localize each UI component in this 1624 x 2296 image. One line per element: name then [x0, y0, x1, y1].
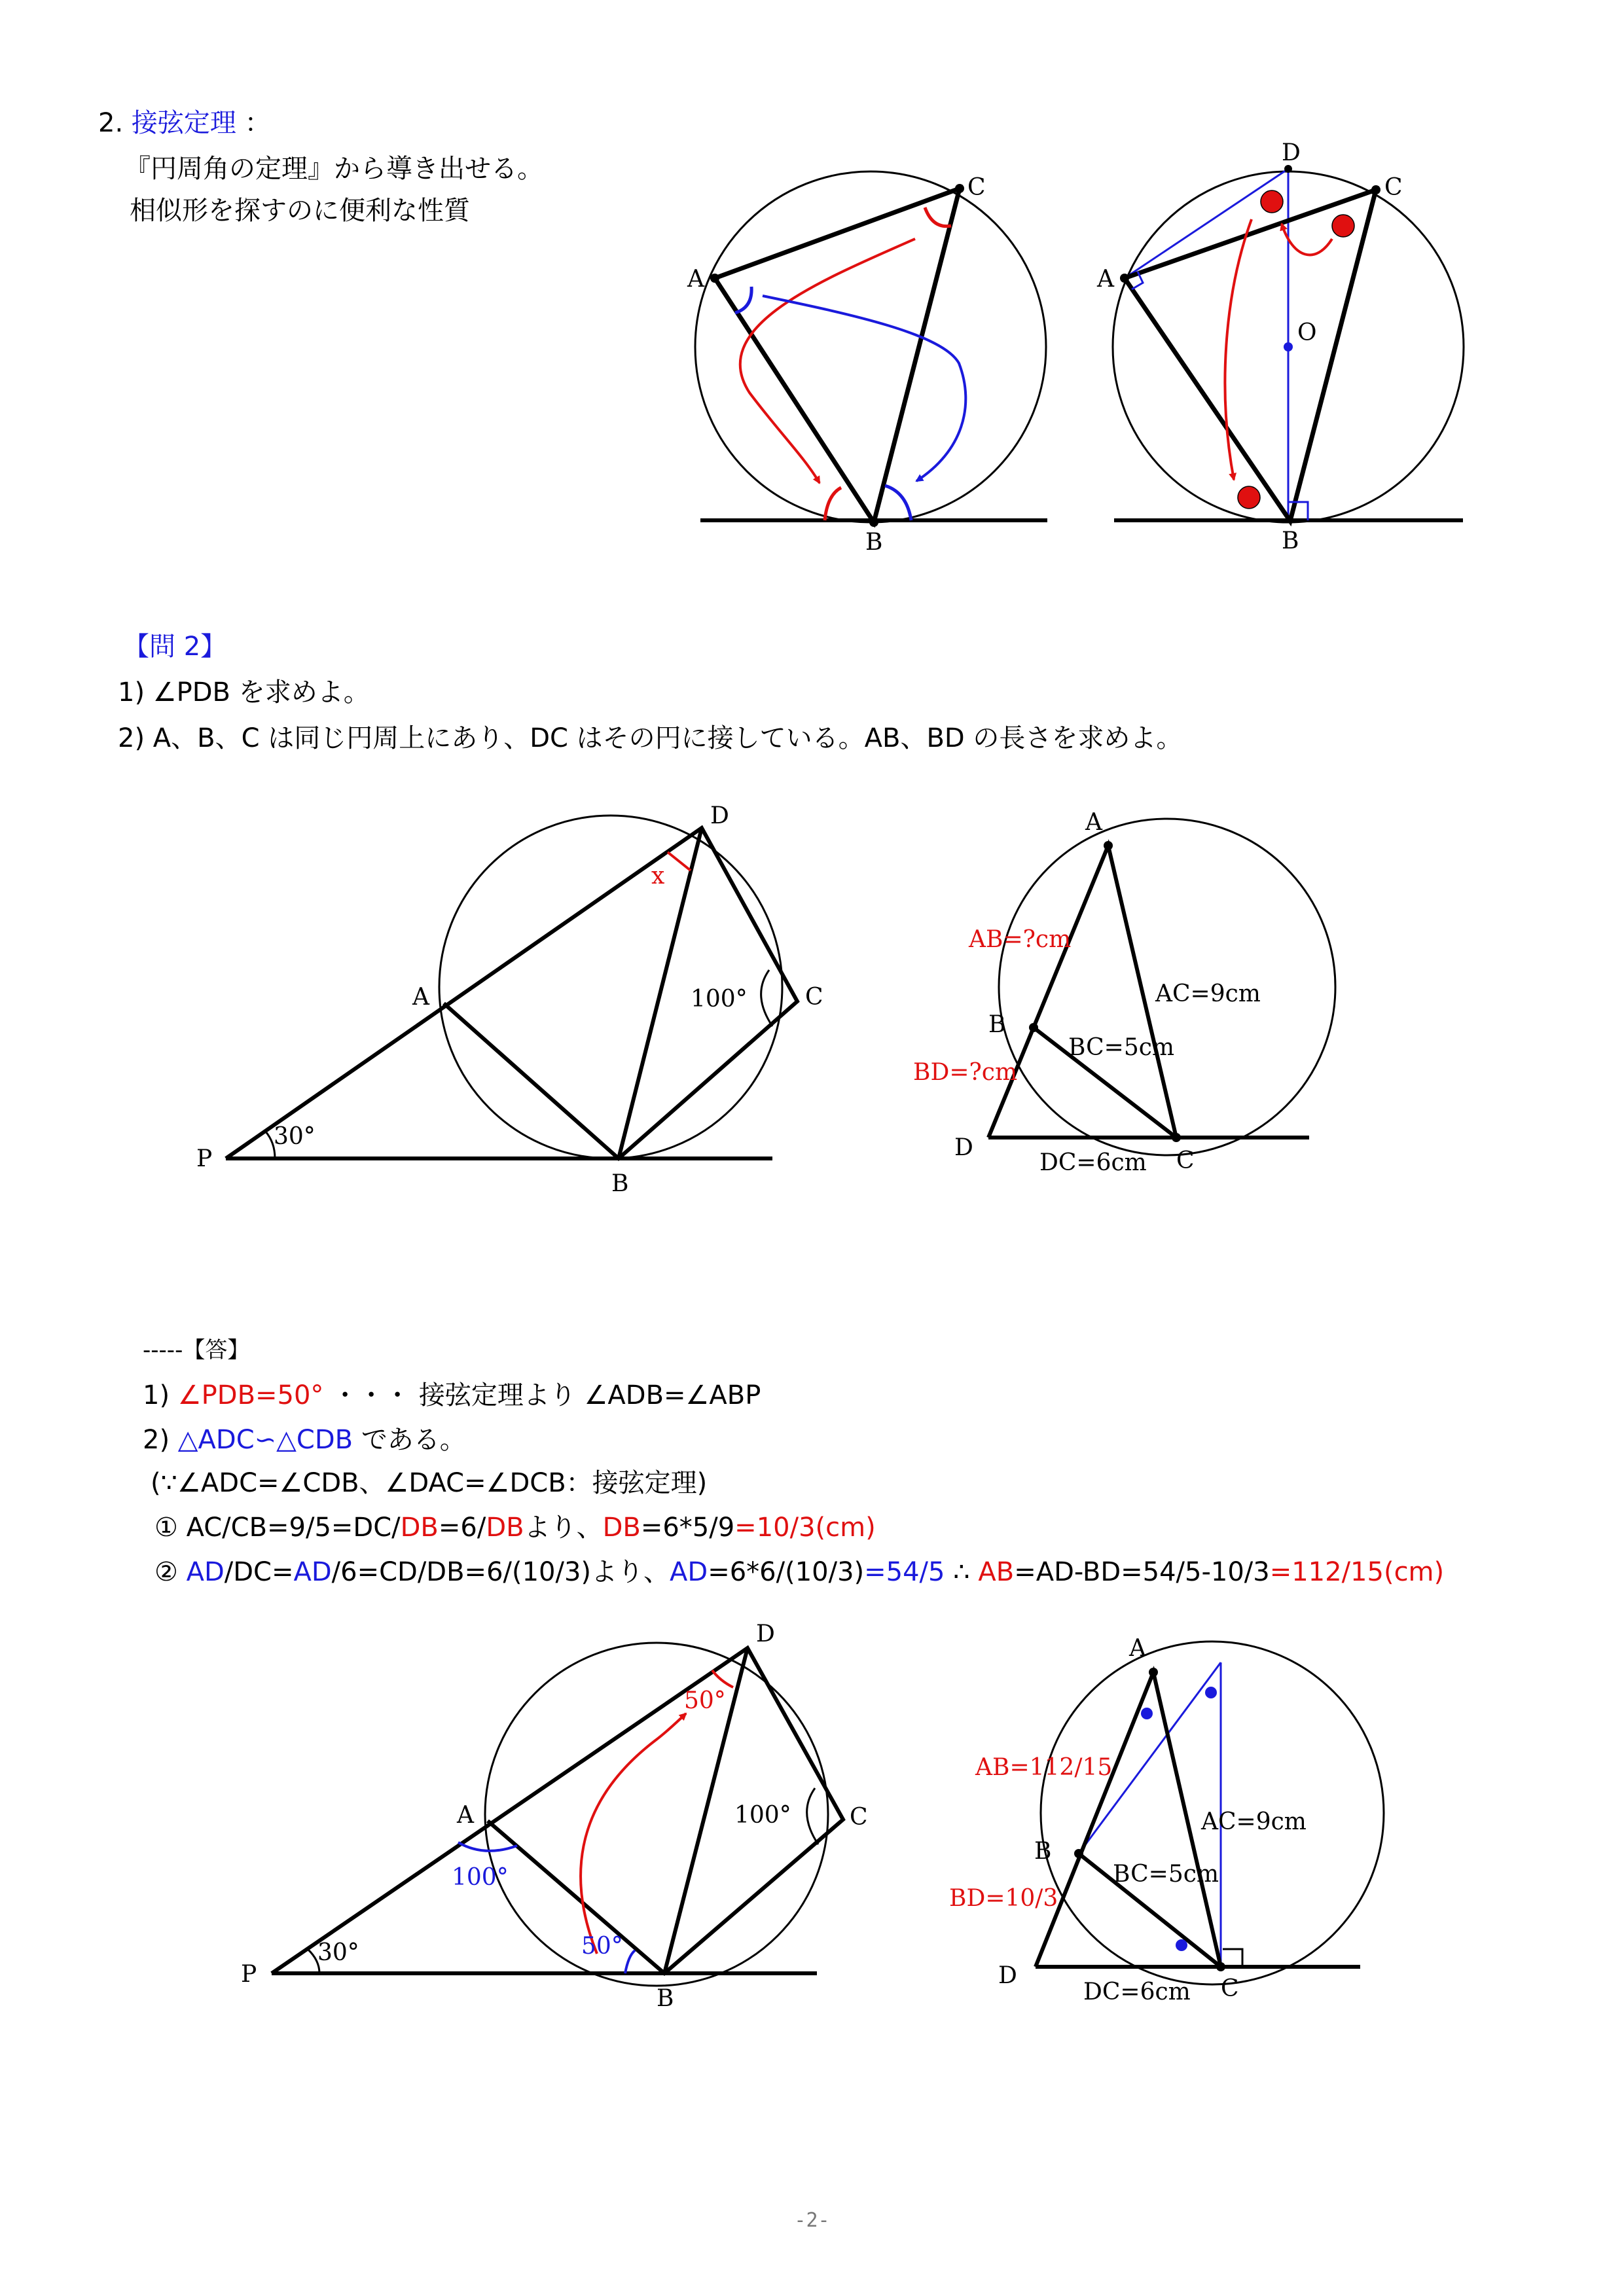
answer-header: -----【答】: [143, 1337, 250, 1363]
fig2-triangle: [1125, 190, 1376, 521]
fig4-point-b: [1029, 1023, 1038, 1032]
fig3-label-a: A: [412, 984, 429, 1011]
fig6-label-dc: DC=6cm: [1083, 1979, 1191, 2005]
answer-1-reason: ・・・ 接弦定理より ∠ADB=∠ABP: [332, 1380, 761, 1410]
fig6-point-c: [1216, 1962, 1225, 1971]
fig2-label-c: C: [1384, 174, 1403, 201]
fig2-point-c: [1371, 185, 1380, 194]
fig2-red-arrow-short: [1282, 224, 1332, 255]
fig5-label-angle-b: 50°: [581, 1933, 623, 1960]
figure-5-answer-angles: [241, 1621, 868, 2012]
fig1-angle-b-red-arc: [825, 488, 841, 520]
fig6-label-ab: AB=112/15: [975, 1754, 1113, 1781]
fig2-label-d: D: [1282, 139, 1301, 166]
answer-2-suffix: である。: [361, 1425, 466, 1455]
step-1-part: =6*5/9: [640, 1513, 735, 1543]
fig6-mark-top: [1205, 1687, 1217, 1698]
fig6-lines-a: [1036, 1672, 1221, 1967]
figure-1-tangent-chord: [687, 171, 1047, 556]
fig6-point-b: [1074, 1849, 1083, 1858]
fig3-label-d: D: [710, 802, 729, 829]
fig1-circle: [695, 171, 1046, 522]
fig3-label-c: C: [805, 984, 823, 1011]
step-2-result: =112/15(cm): [1269, 1557, 1445, 1587]
fig2-center-o: [1284, 342, 1293, 351]
fig5-label-d: D: [756, 1621, 775, 1647]
fig2-mark-d: [1261, 190, 1283, 213]
fig2-mark-c: [1332, 215, 1354, 237]
fig1-point-b: [869, 518, 878, 527]
fig6-mark-a: [1141, 1708, 1153, 1719]
fig1-point-a: [710, 274, 719, 283]
fig5-label-angle-p: 30°: [317, 1939, 359, 1966]
answer-2-number: 2): [143, 1425, 170, 1455]
fig1-angle-b-blue-arc: [885, 486, 911, 520]
fig6-label-d: D: [998, 1962, 1017, 1989]
page-number: -2-: [794, 2209, 830, 2232]
fig2-segment-da: [1125, 169, 1288, 278]
section-colon: ：: [244, 108, 271, 138]
answer-1-result: ∠PDB=50°: [177, 1380, 324, 1410]
section-line-2: 相似形を探すのに便利な性質: [130, 196, 470, 226]
fig1-triangle: [715, 188, 960, 522]
fig1-label-c: C: [967, 174, 986, 201]
fig5-angle-c-arc: [807, 1788, 818, 1844]
fig4-label-d: D: [954, 1134, 973, 1161]
fig5-label-angle-c: 100°: [734, 1802, 791, 1829]
section-line-1: 『円周角の定理』から導き出せる。: [124, 154, 543, 184]
fig2-point-a: [1120, 274, 1129, 283]
fig4-lines-a: [988, 846, 1176, 1138]
fig3-angle-x-arc: [668, 852, 691, 870]
fig5-label-angle-d: 50°: [684, 1687, 726, 1714]
fig6-label-bd: BD=10/3: [949, 1885, 1058, 1912]
fig3-angle-c-arc: [761, 970, 772, 1026]
figure-4-question-lengths: [913, 809, 1335, 1176]
fig1-angle-c-arc: [925, 207, 951, 226]
step-1-part: DB: [400, 1513, 439, 1543]
section-number: 2.: [98, 108, 124, 138]
fig4-label-b: B: [988, 1011, 1006, 1038]
fig5-label-angle-a: 100°: [452, 1864, 509, 1891]
step-1-part: より、: [524, 1513, 603, 1543]
figure-3-question-pdb: [196, 802, 823, 1197]
question-title: 【問 2】: [123, 632, 227, 662]
fig5-label-c: C: [850, 1804, 868, 1831]
fig5-label-a: A: [457, 1802, 474, 1829]
step-2-part: ∴: [945, 1557, 979, 1587]
fig4-label-a: A: [1085, 809, 1102, 836]
step-2-part: AD: [670, 1557, 708, 1587]
fig4-label-c: C: [1176, 1147, 1195, 1174]
fig1-label-a: A: [687, 266, 704, 293]
section-title: 接弦定理: [131, 108, 236, 138]
step-1-part: DB: [486, 1513, 524, 1543]
step-2-part: AD: [186, 1557, 225, 1587]
fig3-label-b: B: [611, 1170, 629, 1197]
fig6-right-angle-c: [1223, 1949, 1242, 1967]
fig4-point-a: [1104, 841, 1113, 850]
step-2-part: AB: [978, 1557, 1015, 1587]
question-1: 1) ∠PDB を求めよ。: [118, 677, 370, 708]
fig4-point-c: [1172, 1133, 1181, 1142]
fig6-label-b: B: [1034, 1838, 1052, 1865]
fig1-point-c: [955, 184, 964, 193]
fig3-label-angle-c: 100°: [691, 986, 748, 1013]
question-2: 2) A、B、C は同じ円周上にあり、DC はその円に接している。AB、BD の長さを求めよ。: [118, 723, 1183, 753]
step-1-part: DB: [602, 1513, 641, 1543]
fig5-label-p: P: [241, 1961, 257, 1988]
step-2-part: =AD-BD=54/5-10/3: [1014, 1557, 1270, 1587]
answer-2-similar: △ADC∽△CDB: [177, 1425, 353, 1455]
fig1-blue-arrow: [763, 296, 965, 481]
fig2-red-arrow-long: [1225, 219, 1252, 480]
fig2-mark-b: [1238, 486, 1260, 509]
fig5-angle-d-arc: [712, 1670, 733, 1687]
figure-6-answer-lengths: [949, 1635, 1384, 2005]
fig2-label-a: A: [1097, 266, 1114, 293]
answer-1-number: 1): [143, 1380, 170, 1410]
fig4-label-bc: BC=5cm: [1068, 1034, 1175, 1061]
fig3-label-x: x: [651, 863, 665, 889]
step-2-part: /DC=: [224, 1557, 294, 1587]
fig6-label-c: C: [1221, 1975, 1239, 2002]
fig4-label-ac: AC=9cm: [1155, 980, 1261, 1007]
step-2-part: AD: [293, 1557, 332, 1587]
step-1-part: ① AC/CB=9/5=DC/: [154, 1513, 401, 1543]
step-2-part: /6=CD/DB=6/(10/3)より、: [331, 1557, 670, 1587]
answer-reason: (∵∠ADC=∠CDB、∠DAC=∠DCB：接弦定理): [151, 1468, 708, 1498]
fig2-label-b: B: [1282, 528, 1299, 554]
fig4-label-dc: DC=6cm: [1039, 1149, 1147, 1176]
fig6-mark-c: [1176, 1939, 1187, 1951]
fig6-label-bc: BC=5cm: [1113, 1861, 1219, 1888]
fig3-label-angle-p: 30°: [274, 1123, 316, 1150]
step-1-result: =10/3(cm): [734, 1513, 876, 1543]
step-2-part: =6*6/(10/3): [708, 1557, 865, 1587]
fig5-label-b: B: [657, 1985, 674, 2012]
fig2-label-o: O: [1297, 319, 1317, 346]
fig3-label-p: P: [196, 1145, 213, 1172]
step-1-part: =6/: [438, 1513, 486, 1543]
fig4-label-ab: AB=?cm: [969, 926, 1072, 953]
fig5-angle-b-arc: [625, 1950, 635, 1973]
fig6-label-a: A: [1129, 1635, 1146, 1662]
fig6-label-ac: AC=9cm: [1201, 1808, 1307, 1835]
fig6-point-a: [1149, 1668, 1158, 1677]
fig4-label-bd: BD=?cm: [913, 1059, 1018, 1086]
fig1-label-b: B: [865, 529, 883, 556]
figure-2-diameter-proof: [1096, 139, 1464, 554]
step-2-part: =54/5: [864, 1557, 945, 1587]
step-2-part: ②: [154, 1557, 187, 1587]
